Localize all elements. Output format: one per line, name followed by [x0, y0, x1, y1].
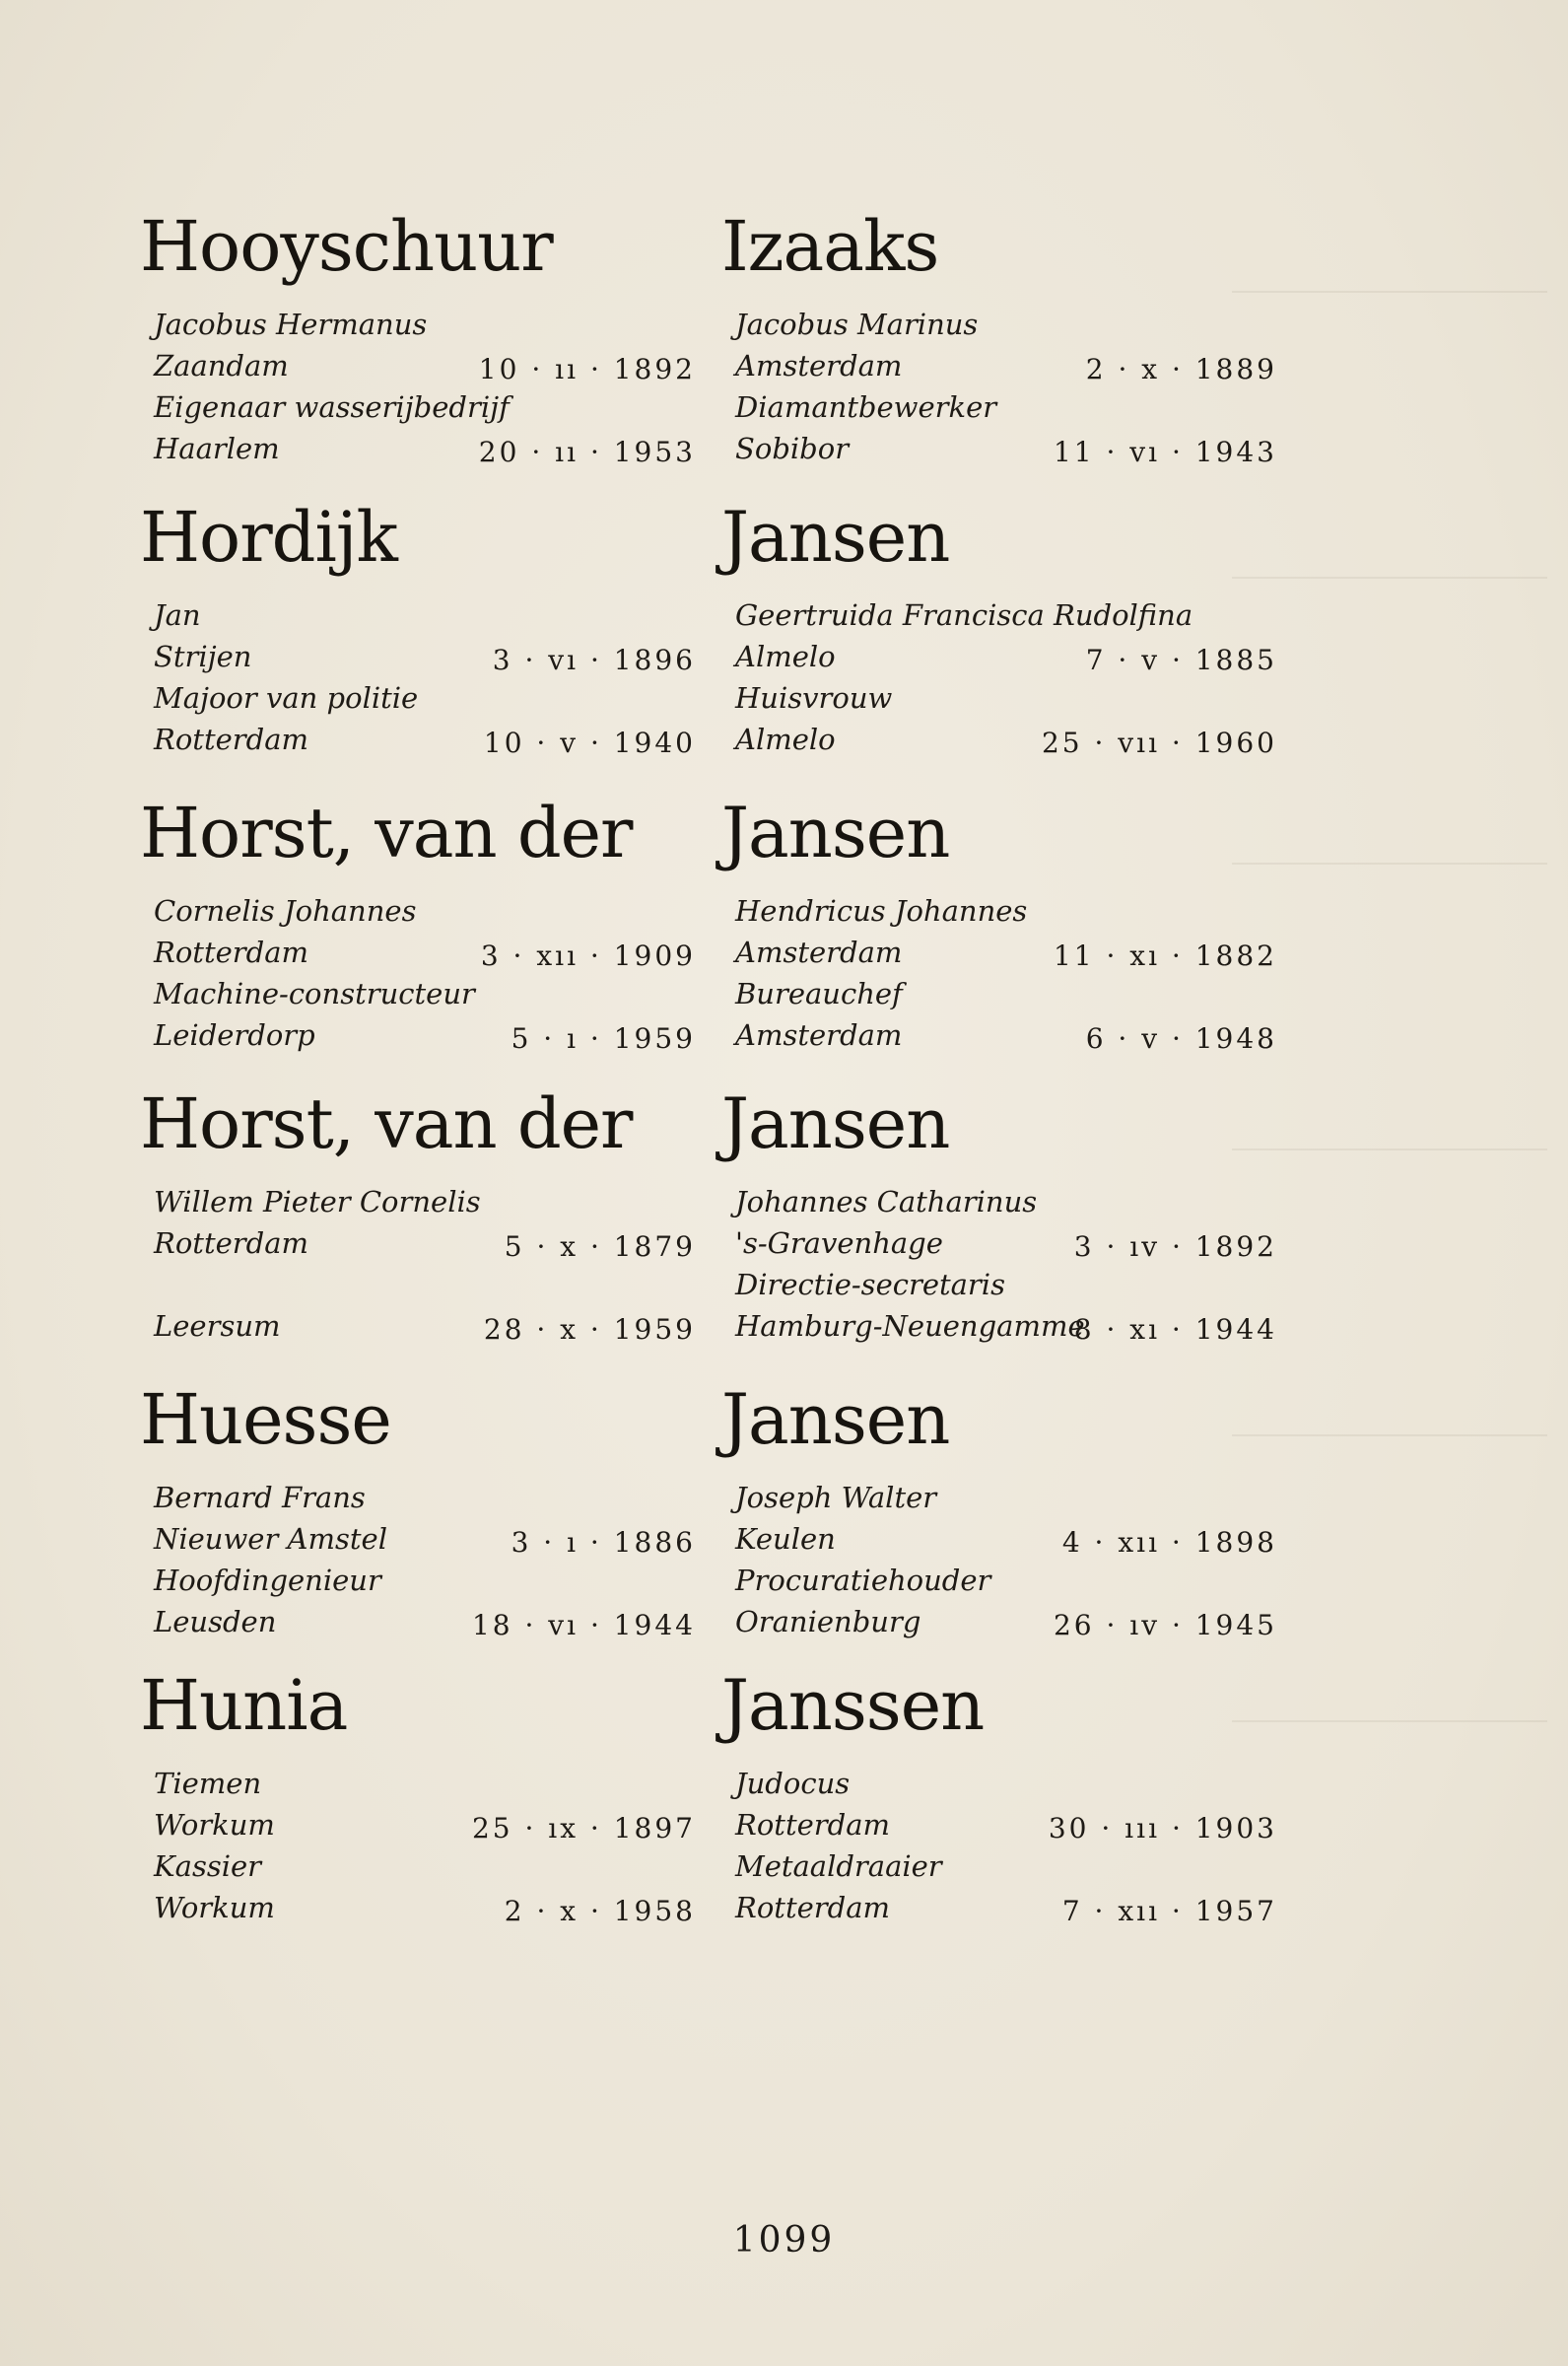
death-place: Rotterdam: [154, 723, 308, 756]
occupation-line: [154, 677, 696, 719]
birth-line: [735, 1222, 1277, 1264]
birth-place: 's-Gravenhage: [735, 1226, 943, 1260]
occupation: Directie-secretaris: [735, 1268, 1005, 1301]
surname: Hunia: [140, 1665, 348, 1746]
surname: Horst, van der: [140, 793, 633, 873]
given-names: Willem Pieter Cornelis: [154, 1185, 481, 1218]
name-entry: [140, 1665, 700, 1952]
surname: Horst, van der: [140, 1083, 633, 1164]
surname: Hordijk: [140, 497, 397, 578]
occupation: Machine-constructeur: [154, 977, 475, 1010]
occupation: Diamantbewerker: [735, 390, 997, 424]
occupation-line: [735, 973, 1277, 1014]
surname: Janssen: [721, 1665, 985, 1746]
death-place: Rotterdam: [735, 1891, 890, 1924]
given-names: Geertruida Francisca Rudolfina: [735, 598, 1193, 632]
given-names-line: [154, 594, 696, 636]
death-date: 28 · x · 1959: [483, 1313, 696, 1346]
occupation: Metaaldraaier: [735, 1849, 942, 1883]
name-entry: [721, 1083, 1281, 1370]
given-names-line: [154, 1181, 696, 1222]
birth-date: 3 · vı · 1896: [492, 644, 696, 676]
death-date: 8 · xı · 1944: [1073, 1313, 1277, 1346]
birth-date: 4 · xıı · 1898: [1061, 1526, 1277, 1559]
given-names: Jacobus Hermanus: [154, 308, 428, 341]
name-entry: [140, 206, 700, 493]
birth-line: [735, 1518, 1277, 1560]
given-names-line: [154, 890, 696, 932]
death-line: [154, 1305, 696, 1347]
death-date: 26 · ıv · 1945: [1053, 1609, 1277, 1641]
death-line: [154, 719, 696, 760]
death-date: 7 · xıı · 1957: [1061, 1895, 1277, 1927]
death-date: 11 · vı · 1943: [1053, 436, 1277, 468]
death-date: 5 · ı · 1959: [511, 1022, 696, 1055]
death-line: [735, 1601, 1277, 1642]
given-names: Hendricus Johannes: [735, 894, 1028, 928]
name-entry: [140, 793, 700, 1079]
given-names-line: [154, 1477, 696, 1518]
occupation-line: [154, 1264, 696, 1305]
birth-place: Nieuwer Amstel: [154, 1522, 387, 1556]
birth-date: 11 · xı · 1882: [1053, 939, 1277, 972]
birth-line: [154, 345, 696, 386]
death-line: [735, 1305, 1277, 1347]
birth-place: Zaandam: [154, 349, 289, 383]
occupation: Eigenaar wasserijbedrijf: [154, 390, 510, 424]
occupation-line: [735, 677, 1277, 719]
death-date: 18 · vı · 1944: [471, 1609, 696, 1641]
death-line: [735, 1014, 1277, 1056]
occupation-line: [154, 1845, 696, 1887]
birth-line: [735, 1804, 1277, 1845]
birth-date: 25 · ıx · 1897: [471, 1812, 696, 1844]
surname: Jansen: [721, 1083, 950, 1164]
birth-line: [154, 1518, 696, 1560]
occupation: Kassier: [154, 1849, 262, 1883]
death-date: 2 · x · 1958: [504, 1895, 696, 1927]
given-names: Johannes Catharinus: [735, 1185, 1038, 1218]
page-number: 1099: [732, 2220, 836, 2261]
death-line: [735, 1887, 1277, 1928]
given-names: Jacobus Marinus: [735, 308, 979, 341]
death-place: Almelo: [735, 723, 836, 756]
death-place: Leusden: [154, 1605, 277, 1638]
death-place: Oranienburg: [735, 1605, 921, 1638]
birth-place: Amsterdam: [735, 936, 903, 969]
name-entry: [140, 497, 700, 784]
death-line: [735, 719, 1277, 760]
surname: Izaaks: [721, 206, 939, 287]
birth-place: Almelo: [735, 640, 836, 673]
given-names: Joseph Walter: [735, 1481, 937, 1514]
birth-place: Amsterdam: [735, 349, 903, 383]
occupation-line: [154, 386, 696, 428]
name-entry: [140, 1083, 700, 1370]
birth-line: [154, 1804, 696, 1845]
occupation-line: [735, 1560, 1277, 1601]
birth-date: 2 · x · 1889: [1085, 353, 1277, 385]
death-line: [735, 428, 1277, 469]
birth-date: 10 · ıı · 1892: [478, 353, 696, 385]
given-names: Bernard Frans: [154, 1481, 366, 1514]
death-date: 10 · v · 1940: [483, 727, 696, 759]
given-names-line: [154, 304, 696, 345]
death-line: [154, 1014, 696, 1056]
death-place: Workum: [154, 1891, 275, 1924]
death-date: 6 · v · 1948: [1085, 1022, 1277, 1055]
surname: Jansen: [721, 1379, 950, 1460]
death-line: [154, 428, 696, 469]
death-place: Leiderdorp: [154, 1018, 315, 1052]
occupation-line: [154, 1560, 696, 1601]
death-line: [154, 1887, 696, 1928]
name-entry: [721, 1379, 1281, 1666]
birth-place: Rotterdam: [154, 1226, 308, 1260]
birth-date: 7 · v · 1885: [1085, 644, 1277, 676]
surname: Huesse: [140, 1379, 391, 1460]
birth-line: [735, 345, 1277, 386]
birth-date: 3 · xıı · 1909: [480, 939, 696, 972]
occupation: Huisvrouw: [735, 681, 893, 715]
given-names: Tiemen: [154, 1767, 262, 1800]
birth-line: [735, 932, 1277, 973]
surname: Hooyschuur: [140, 206, 553, 287]
occupation: Majoor van politie: [154, 681, 419, 715]
given-names: Jan: [154, 598, 201, 632]
name-entry: [721, 793, 1281, 1079]
name-entry: [721, 1665, 1281, 1952]
birth-line: [735, 636, 1277, 677]
occupation: Hoofdingenieur: [154, 1564, 381, 1597]
given-names-line: [735, 1763, 1277, 1804]
death-place: Haarlem: [154, 432, 280, 465]
birth-line: [154, 1222, 696, 1264]
occupation-line: [735, 1264, 1277, 1305]
given-names-line: [154, 1763, 696, 1804]
birth-line: [154, 932, 696, 973]
given-names: Judocus: [735, 1767, 851, 1800]
birth-date: 5 · x · 1879: [504, 1230, 696, 1263]
birth-line: [154, 636, 696, 677]
name-entry: [721, 206, 1281, 493]
birth-date: 3 · ıv · 1892: [1073, 1230, 1277, 1263]
surname: Jansen: [721, 793, 950, 873]
birth-place: Rotterdam: [154, 936, 308, 969]
occupation-line: [735, 1845, 1277, 1887]
given-names-line: [735, 1477, 1277, 1518]
birth-date: 30 · ııı · 1903: [1048, 1812, 1277, 1844]
occupation-line: [154, 973, 696, 1014]
given-names-line: [735, 890, 1277, 932]
birth-place: Rotterdam: [735, 1808, 890, 1842]
given-names-line: [735, 1181, 1277, 1222]
given-names: Cornelis Johannes: [154, 894, 417, 928]
name-entry: [140, 1379, 700, 1666]
death-place: Amsterdam: [735, 1018, 903, 1052]
given-names-line: [735, 304, 1277, 345]
death-place: Hamburg-Neuengamme: [735, 1309, 1085, 1343]
birth-place: Keulen: [735, 1522, 836, 1556]
occupation-line: [735, 386, 1277, 428]
given-names-line: [735, 594, 1277, 636]
birth-date: 3 · ı · 1886: [511, 1526, 696, 1559]
death-place: Leersum: [154, 1309, 281, 1343]
death-line: [154, 1601, 696, 1642]
death-date: 20 · ıı · 1953: [478, 436, 696, 468]
surname: Jansen: [721, 497, 950, 578]
birth-place: Workum: [154, 1808, 275, 1842]
occupation: Bureauchef: [735, 977, 903, 1010]
occupation: Procuratiehouder: [735, 1564, 991, 1597]
death-place: Sobibor: [735, 432, 850, 465]
birth-place: Strijen: [154, 640, 252, 673]
name-entry: [721, 497, 1281, 784]
death-date: 25 · vıı · 1960: [1041, 727, 1277, 759]
